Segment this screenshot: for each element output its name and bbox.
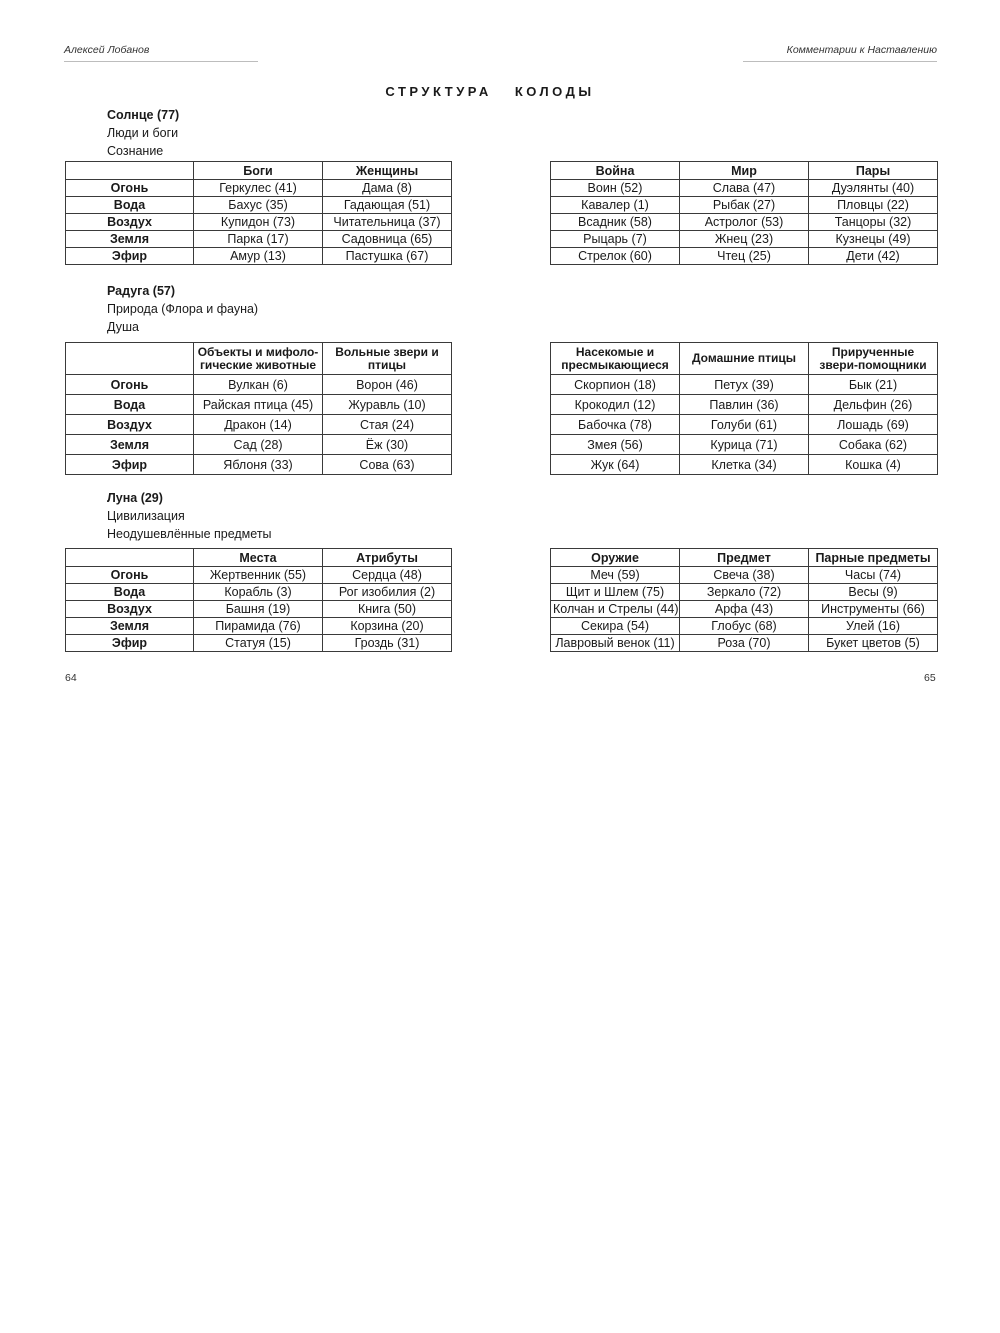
table-cell: Колчан и Стрелы (44) (551, 601, 680, 618)
table-row (66, 618, 452, 635)
table-cell: Сердца (48) (323, 567, 452, 584)
table-cell: Всадник (58) (551, 214, 680, 231)
table-cell: Змея (56) (551, 435, 680, 455)
table-cell: Собака (62) (809, 435, 938, 455)
table-cell: Райская птица (45) (194, 395, 323, 415)
table-row (66, 584, 452, 601)
table-cell: Кузнецы (49) (809, 231, 938, 248)
table-header-cell: Оружие (551, 549, 680, 567)
table-cell: Скорпион (18) (551, 375, 680, 395)
table-cell: Корзина (20) (323, 618, 452, 635)
table-cell: Пирамида (76) (194, 618, 323, 635)
row-label: Воздух (66, 415, 194, 435)
table-cell: Свеча (38) (680, 567, 809, 584)
table-cell: Рыбак (27) (680, 197, 809, 214)
table-cell: Инструменты (66) (809, 601, 938, 618)
table-header-cell: Вольные звери и птицы (323, 343, 452, 375)
row-label: Воздух (66, 601, 194, 618)
table-cell: Пастушка (67) (323, 248, 452, 265)
table-cell: Чтец (25) (680, 248, 809, 265)
table-header-cell: Женщины (323, 162, 452, 180)
section-subtitle: Люди и боги (107, 126, 179, 140)
table-cell: Слава (47) (680, 180, 809, 197)
table-row (551, 415, 938, 435)
section-heading (107, 489, 272, 543)
table-cell: Клетка (34) (680, 455, 809, 475)
row-label: Вода (66, 584, 194, 601)
table-row (66, 415, 452, 435)
moon-themes-table (550, 548, 938, 652)
table-header-cell: Прирученные звери-помощники (809, 343, 938, 375)
table-row (66, 395, 452, 415)
section-subtitle: Душа (107, 320, 139, 334)
rainbow-elements-table (65, 342, 452, 475)
table-cell: Гадающая (51) (323, 197, 452, 214)
table-cell: Рог изобилия (2) (323, 584, 452, 601)
table-header-cell: Боги (194, 162, 323, 180)
table-cell: Лавровый венок (11) (551, 635, 680, 652)
table-cell: Пловцы (22) (809, 197, 938, 214)
table-row (66, 435, 452, 455)
table-header-cell: Атрибуты (323, 549, 452, 567)
table-cell: Башня (19) (194, 601, 323, 618)
row-label: Земля (66, 435, 194, 455)
table-cell: Сад (28) (194, 435, 323, 455)
table-row (66, 567, 452, 584)
table-cell: Астролог (53) (680, 214, 809, 231)
table-row (551, 375, 938, 395)
table-cell: Глобус (68) (680, 618, 809, 635)
table-cell: Журавль (10) (323, 395, 452, 415)
table-row (551, 248, 938, 265)
table-cell: Стрелок (60) (551, 248, 680, 265)
row-label: Вода (66, 197, 194, 214)
running-head-author: Алексей Лобанов (64, 44, 258, 62)
table-cell: Садовница (65) (323, 231, 452, 248)
table-header-cell: Пары (809, 162, 938, 180)
table-cell: Ёж (30) (323, 435, 452, 455)
table-row (66, 231, 452, 248)
table-header-cell: Насекомые и пресмыкающиеся (551, 343, 680, 375)
table-row (551, 567, 938, 584)
row-label: Огонь (66, 567, 194, 584)
section-subtitle: Неодушевлённые предметы (107, 527, 272, 541)
table-cell: Крокодил (12) (551, 395, 680, 415)
moon-elements-table (65, 548, 452, 652)
table-cell: Часы (74) (809, 567, 938, 584)
section-subtitle: Природа (Флора и фауна) (107, 302, 259, 316)
table-cell: Петух (39) (680, 375, 809, 395)
row-label: Воздух (66, 214, 194, 231)
table-cell: Корабль (3) (194, 584, 323, 601)
page-number-right: 65 (924, 672, 936, 684)
table-cell: Кавалер (1) (551, 197, 680, 214)
row-label: Эфир (66, 455, 194, 475)
table-cell: Яблоня (33) (194, 455, 323, 475)
table-cell: Рыцарь (7) (551, 231, 680, 248)
table-cell: Павлин (36) (680, 395, 809, 415)
row-label: Вода (66, 395, 194, 415)
table-cell: Роза (70) (680, 635, 809, 652)
table-cell: Улей (16) (809, 618, 938, 635)
table-cell: Кошка (4) (809, 455, 938, 475)
table-cell: Бахус (35) (194, 197, 323, 214)
row-label: Эфир (66, 248, 194, 265)
table-cell: Бык (21) (809, 375, 938, 395)
table-row (551, 455, 938, 475)
sun-elements-table (65, 161, 452, 265)
table-cell: Стая (24) (323, 415, 452, 435)
table-cell: Дама (8) (323, 180, 452, 197)
table-cell: Лошадь (69) (809, 415, 938, 435)
page-title: СТРУКТУРА КОЛОДЫ (385, 84, 595, 99)
table-cell: Жнец (23) (680, 231, 809, 248)
row-label: Эфир (66, 635, 194, 652)
table-row (66, 455, 452, 475)
table-cell: Дракон (14) (194, 415, 323, 435)
table-cell: Жертвенник (55) (194, 567, 323, 584)
table-cell: Парка (17) (194, 231, 323, 248)
table-cell: Статуя (15) (194, 635, 323, 652)
table-header-cell: Объекты и мифоло-гические животные (194, 343, 323, 375)
table-header-cell: Домашние птицы (680, 343, 809, 375)
table-cell: Воин (52) (551, 180, 680, 197)
table-header-cell (66, 162, 194, 180)
table-cell: Меч (59) (551, 567, 680, 584)
table-cell: Курица (71) (680, 435, 809, 455)
section-name: Радуга (57) (107, 284, 176, 298)
section-name: Солнце (77) (107, 108, 180, 122)
table-row (551, 584, 938, 601)
row-label: Земля (66, 618, 194, 635)
table-row (66, 180, 452, 197)
table-row (66, 635, 452, 652)
table-cell: Книга (50) (323, 601, 452, 618)
row-label: Земля (66, 231, 194, 248)
table-row (551, 435, 938, 455)
table-header-cell: Предмет (680, 549, 809, 567)
table-row (551, 197, 938, 214)
table-cell: Геркулес (41) (194, 180, 323, 197)
table-header-cell: Мир (680, 162, 809, 180)
table-row (66, 375, 452, 395)
table-cell: Амур (13) (194, 248, 323, 265)
table-cell: Ворон (46) (323, 375, 452, 395)
table-cell: Секира (54) (551, 618, 680, 635)
rainbow-themes-table (550, 342, 938, 475)
section-heading (107, 106, 179, 160)
table-cell: Щит и Шлем (75) (551, 584, 680, 601)
table-row (66, 601, 452, 618)
sun-themes-table (550, 161, 938, 265)
table-cell: Зеркало (72) (680, 584, 809, 601)
table-cell: Читательница (37) (323, 214, 452, 231)
table-cell: Весы (9) (809, 584, 938, 601)
table-cell: Гроздь (31) (323, 635, 452, 652)
section-heading (107, 282, 258, 336)
section-name: Луна (29) (107, 491, 163, 505)
row-label: Огонь (66, 180, 194, 197)
table-cell: Дети (42) (809, 248, 938, 265)
table-cell: Букет цветов (5) (809, 635, 938, 652)
table-cell: Купидон (73) (194, 214, 323, 231)
table-header-cell: Война (551, 162, 680, 180)
table-cell: Дельфин (26) (809, 395, 938, 415)
table-row (66, 197, 452, 214)
table-row (551, 231, 938, 248)
row-label: Огонь (66, 375, 194, 395)
table-row (551, 618, 938, 635)
table-cell: Жук (64) (551, 455, 680, 475)
table-cell: Голуби (61) (680, 415, 809, 435)
table-header-cell (66, 343, 194, 375)
table-row (551, 214, 938, 231)
table-header-cell: Места (194, 549, 323, 567)
table-row (66, 214, 452, 231)
table-header-cell: Парные предметы (809, 549, 938, 567)
table-cell: Танцоры (32) (809, 214, 938, 231)
table-cell: Вулкан (6) (194, 375, 323, 395)
running-head-title: Комментарии к Наставлению (743, 44, 937, 62)
section-subtitle: Цивилизация (107, 509, 185, 523)
table-header-cell (66, 549, 194, 567)
table-cell: Дуэлянты (40) (809, 180, 938, 197)
table-row (66, 248, 452, 265)
table-cell: Сова (63) (323, 455, 452, 475)
table-cell: Бабочка (78) (551, 415, 680, 435)
section-subtitle: Сознание (107, 144, 164, 158)
table-row (551, 635, 938, 652)
table-row (551, 395, 938, 415)
table-row (551, 180, 938, 197)
page-number-left: 64 (65, 672, 77, 684)
table-cell: Арфа (43) (680, 601, 809, 618)
table-row (551, 601, 938, 618)
